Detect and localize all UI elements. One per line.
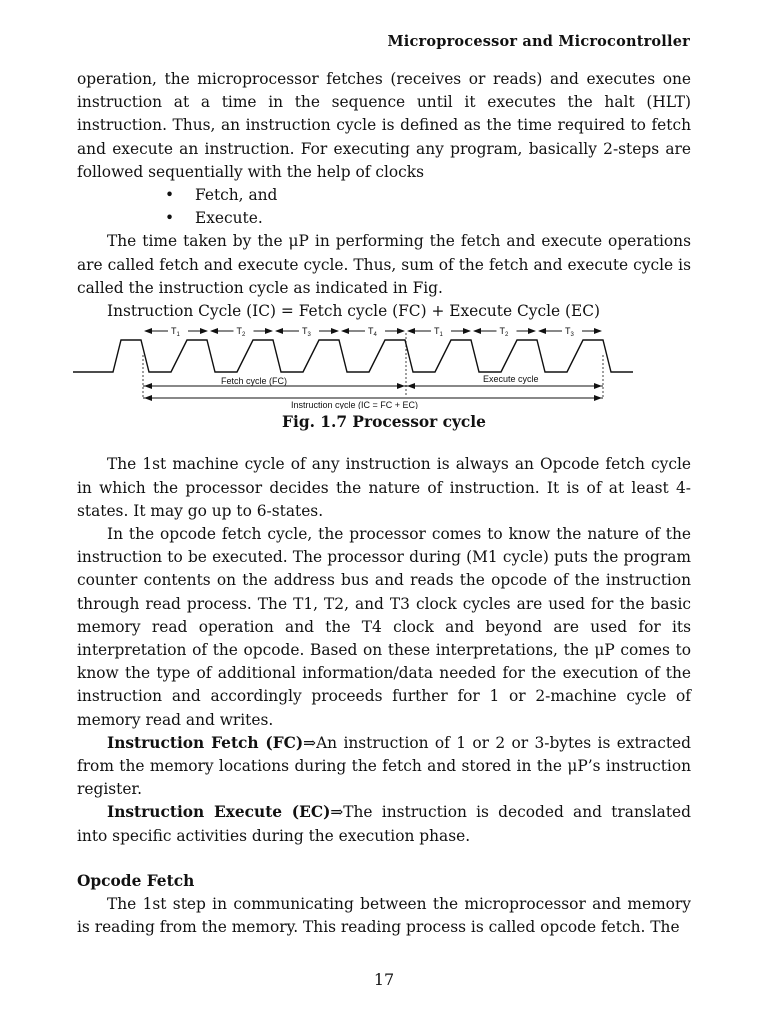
term-definition: ⇒The instruction is decoded and translated into specific activities during the execution phase. xyxy=(77,803,691,845)
paragraph: The time taken by the μP in performing the fetch and execute operations are called fetch and execute cycle. Thus, sum of the fetch and execute cycle is called the instruction cycle as indicated in Fig. xyxy=(77,232,691,297)
term-bold: Instruction Fetch (FC) xyxy=(107,733,304,752)
instruction-cycle-label: Instruction cycle (IC = FC + EC) xyxy=(291,400,419,410)
section-heading: Opcode Fetch xyxy=(77,871,195,890)
list-item: • Execute. xyxy=(165,207,691,230)
state-label: $T_3$ xyxy=(302,326,311,339)
formula-line: Instruction Cycle (IC) = Fetch cycle (FC) + Execute Cycle (EC) xyxy=(107,302,601,321)
state-label: $T_2$ xyxy=(499,326,509,339)
clock-diagram xyxy=(73,325,693,409)
term-bold: Instruction Execute (EC) xyxy=(107,803,331,822)
processor-cycle-figure xyxy=(73,325,693,409)
state-label: $T_1$ xyxy=(171,326,180,339)
paragraph: operation, the microprocessor fetches (receives or reads) and executes one instruction at a time in the sequence until it executes the halt (HLT) instruction. Thus, an instruction cycle is defined as the time required to fetch and execute an instruction. For executing any program, basically 2-steps are followed sequentially with the help of clocks xyxy=(77,70,691,181)
execute-cycle-label: Execute cycle xyxy=(483,374,539,385)
fetch-cycle-label: Fetch cycle (FC) xyxy=(221,376,288,387)
figure-caption: Fig. 1.7 Processor cycle xyxy=(282,413,486,432)
paragraph xyxy=(77,732,691,802)
term-definition: ⇒An instruction of 1 or 2 or 3-bytes is extracted from the memory locations during the fetch and stored in the μP’s instruction register. xyxy=(77,733,691,799)
paragraph: The 1st step in communicating between the microprocessor and memory is reading from the memory. This reading process is called opcode fetch. The xyxy=(77,895,691,937)
state-label: $T_3$ xyxy=(565,326,574,339)
paragraph: In the opcode fetch cycle, the processor comes to know the nature of the instruction to be executed. The processor during (M1 cycle) puts the program counter contents on the address bus and reads the opcode of the instruction through read process. The T1, T2, and T3 clock cycles are used for the basic memory read operation and the T4 clock and beyond are used for its interpretation of the opcode. Based on these interpretations, the μP comes to know the type of additional information/data needed for the execution of the instruction and accordingly proceeds further for 1 or 2-machine cycle of memory read and writes. xyxy=(77,525,691,729)
state-label: $T_2$ xyxy=(236,326,246,339)
clock-waveform xyxy=(73,340,633,372)
running-header: Microprocessor and Microcontroller xyxy=(387,33,690,50)
page-number: 17 xyxy=(373,970,395,989)
page-body xyxy=(77,68,691,940)
paragraph xyxy=(77,801,691,847)
step-list xyxy=(77,184,691,230)
state-label: $T_4$ xyxy=(368,326,377,339)
paragraph: The 1st machine cycle of any instruction is always an Opcode fetch cycle in which the processor decides the nature of instruction. It is of at least 4-states. It may go up to 6-states. xyxy=(77,455,691,520)
state-label: $T_1$ xyxy=(434,326,443,339)
state-arrows xyxy=(145,326,601,338)
list-item: • Fetch, and xyxy=(165,184,691,207)
